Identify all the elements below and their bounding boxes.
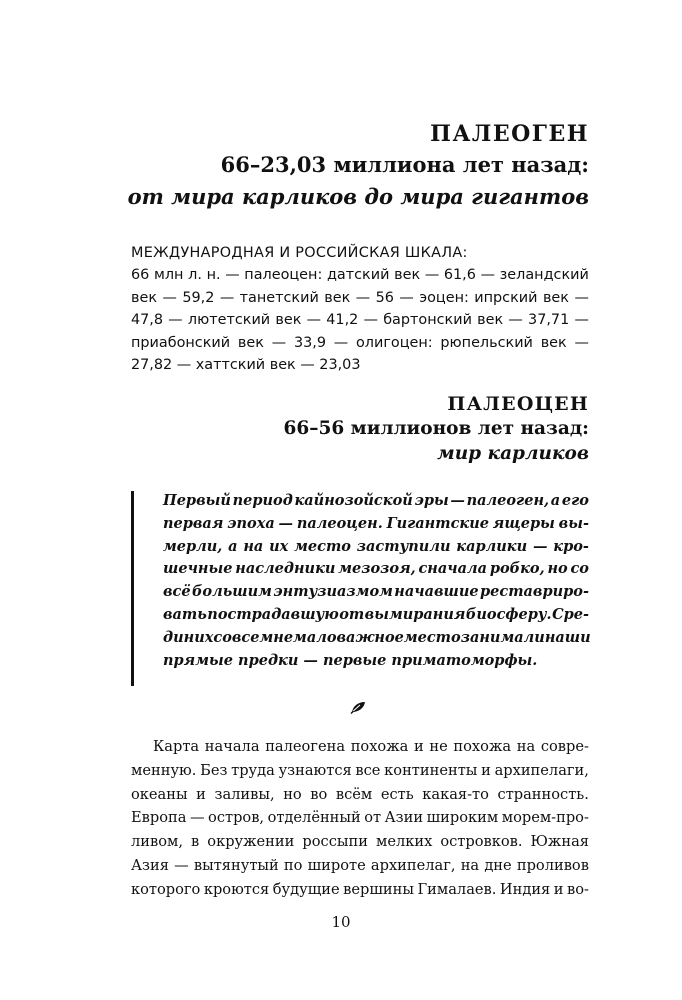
word: мелких bbox=[375, 833, 433, 851]
word: биосферу. bbox=[465, 605, 552, 623]
word: н. bbox=[206, 267, 221, 284]
word: век bbox=[394, 267, 421, 284]
word: но bbox=[547, 560, 568, 578]
word: — bbox=[306, 312, 322, 329]
word: на bbox=[516, 738, 536, 755]
word: а bbox=[550, 492, 561, 509]
word: большим bbox=[191, 583, 272, 601]
word: заливы, bbox=[214, 785, 275, 803]
word: 61,6 bbox=[443, 267, 476, 284]
word: кайнозойской bbox=[294, 492, 413, 509]
text-line bbox=[131, 287, 589, 309]
chapter-title: ПАЛЕОГЕН bbox=[430, 121, 589, 147]
word: них bbox=[183, 628, 214, 646]
word: наши bbox=[544, 628, 591, 646]
word: — bbox=[168, 312, 183, 329]
word: — bbox=[574, 289, 589, 306]
word: эпоха bbox=[227, 514, 275, 532]
text-line bbox=[163, 581, 589, 604]
word: бартонский bbox=[383, 312, 472, 329]
word: 59,2 bbox=[182, 289, 215, 306]
word: Без bbox=[200, 761, 228, 779]
word: на bbox=[460, 856, 480, 874]
word: от bbox=[339, 605, 365, 623]
text-line bbox=[163, 627, 589, 650]
word: странность. bbox=[497, 785, 589, 803]
text-line bbox=[163, 650, 589, 673]
text-line bbox=[131, 854, 589, 878]
word: приабонский bbox=[131, 334, 231, 351]
time-scale-heading: МЕЖДУНАРОДНАЯ И РОССИЙСКАЯ ШКАЛА: bbox=[131, 245, 468, 261]
word: кро- bbox=[553, 537, 589, 555]
text-line bbox=[163, 490, 589, 513]
word: похожа bbox=[453, 738, 512, 755]
word: похожа bbox=[350, 738, 409, 755]
word: л. bbox=[188, 267, 202, 284]
word: вытянутый bbox=[193, 856, 279, 874]
word: реставриро- bbox=[480, 583, 589, 601]
word: морем-про- bbox=[501, 809, 589, 827]
word: — bbox=[363, 312, 378, 329]
word: робко, bbox=[489, 560, 545, 578]
word: ящеры bbox=[492, 514, 555, 532]
word: — bbox=[355, 289, 371, 306]
text-line bbox=[131, 735, 589, 759]
time-scale bbox=[131, 242, 589, 376]
word: в bbox=[191, 833, 200, 851]
word: зеландский bbox=[499, 267, 589, 284]
word: их bbox=[269, 537, 289, 555]
word: — bbox=[480, 267, 495, 284]
word: широким bbox=[426, 809, 499, 827]
word: рюпельский bbox=[440, 334, 533, 351]
word: мезозоя, bbox=[338, 560, 416, 578]
word: Индия bbox=[499, 880, 551, 898]
word: 37,71 bbox=[528, 312, 570, 329]
word: от bbox=[364, 809, 382, 827]
word: прямые предки — первые приматоморфы. bbox=[163, 651, 538, 669]
text-line bbox=[131, 783, 589, 807]
word: по bbox=[283, 856, 303, 874]
word: — bbox=[532, 537, 548, 555]
chapter-subtitle: 66–23,03 миллиона лет назад: bbox=[220, 152, 589, 177]
word: будущие bbox=[272, 880, 340, 898]
word: узнаются bbox=[278, 761, 352, 779]
word: со bbox=[570, 560, 589, 578]
word: — bbox=[333, 334, 349, 351]
word: наследники bbox=[235, 560, 336, 578]
word: ливом, bbox=[131, 833, 183, 851]
word: труда bbox=[231, 761, 275, 779]
word: Европа bbox=[131, 809, 187, 827]
word: век bbox=[540, 334, 567, 351]
word: век bbox=[542, 289, 569, 306]
text-line bbox=[131, 354, 589, 376]
word: Сре- bbox=[552, 605, 589, 623]
word: на bbox=[243, 537, 264, 555]
word: Азии bbox=[384, 809, 424, 827]
word: совсем bbox=[213, 628, 274, 646]
word: палеогена bbox=[265, 738, 346, 755]
word: млн bbox=[153, 267, 184, 284]
word: какая-то bbox=[422, 785, 489, 803]
word: 27,82 — хаттский век — 23,03 bbox=[131, 357, 361, 374]
word: — bbox=[508, 312, 523, 329]
section-title: ПАЛЕОЦЕН bbox=[447, 393, 589, 415]
word: немаловажное bbox=[273, 628, 404, 646]
word: — bbox=[271, 334, 287, 351]
word: Южная bbox=[530, 833, 589, 851]
word: широте bbox=[307, 856, 366, 874]
word: кроются bbox=[203, 880, 270, 898]
text-line bbox=[163, 604, 589, 627]
word: менную. bbox=[131, 761, 197, 779]
word: — bbox=[574, 334, 589, 351]
word: энтузиазмом bbox=[273, 583, 393, 601]
body-text bbox=[131, 735, 589, 902]
word: которого bbox=[131, 880, 201, 898]
word: проливов bbox=[516, 856, 589, 874]
word: и bbox=[553, 880, 564, 898]
word: — bbox=[574, 312, 589, 329]
word: карлики bbox=[456, 537, 528, 555]
word: палеоцен: bbox=[244, 267, 323, 284]
word: совре- bbox=[540, 738, 589, 755]
word: всё bbox=[163, 583, 191, 601]
word: век bbox=[275, 312, 302, 329]
epigraph bbox=[163, 490, 589, 672]
word: во bbox=[310, 785, 328, 803]
word: 41,2 bbox=[326, 312, 359, 329]
word: — bbox=[225, 267, 240, 284]
leaf-icon bbox=[350, 700, 366, 714]
word: вать bbox=[163, 605, 207, 623]
text-line bbox=[131, 309, 589, 331]
word: отделённый bbox=[267, 809, 361, 827]
word: датский bbox=[326, 267, 390, 284]
word: — bbox=[278, 514, 294, 532]
word: век bbox=[131, 289, 158, 306]
word: — bbox=[219, 289, 235, 306]
word: заступили bbox=[356, 537, 451, 555]
chapter-tagline: от мира карликов до мира гигантов bbox=[127, 184, 589, 209]
word: — bbox=[189, 809, 205, 827]
word: лютетский bbox=[187, 312, 271, 329]
text-line bbox=[131, 332, 589, 354]
word: шечные bbox=[163, 560, 233, 578]
word: период bbox=[232, 492, 293, 509]
section-subtitle: 66–56 миллионов лет назад: bbox=[283, 418, 589, 439]
text-line bbox=[131, 264, 589, 286]
time-scale-text bbox=[131, 264, 589, 376]
text-line bbox=[163, 558, 589, 581]
word: первая bbox=[163, 514, 224, 532]
word: россыпи bbox=[302, 833, 368, 851]
word: палеоцен. bbox=[296, 514, 383, 532]
word: пострадавшую bbox=[207, 605, 339, 623]
word: и bbox=[196, 785, 206, 803]
word: 66 bbox=[131, 267, 150, 284]
text-line bbox=[131, 806, 589, 830]
word: его bbox=[561, 492, 589, 509]
word: океаны bbox=[131, 785, 188, 803]
word: сначала bbox=[418, 560, 488, 578]
word: ипрский bbox=[474, 289, 538, 306]
text-line bbox=[131, 759, 589, 783]
word: век bbox=[237, 334, 264, 351]
word: танетский bbox=[239, 289, 319, 306]
word: место bbox=[403, 628, 461, 646]
text-line bbox=[131, 878, 589, 902]
word: Гигантские bbox=[386, 514, 489, 532]
word: и bbox=[481, 761, 491, 779]
word: Гималаев. bbox=[417, 880, 497, 898]
word: а bbox=[228, 537, 238, 555]
word: не bbox=[429, 738, 448, 755]
word: Карта bbox=[153, 738, 200, 755]
word: — bbox=[450, 492, 465, 509]
word: 56 bbox=[375, 289, 394, 306]
word: вымирания bbox=[364, 605, 466, 623]
text-line bbox=[163, 513, 589, 536]
word: но bbox=[283, 785, 302, 803]
word: занимали bbox=[460, 628, 545, 646]
epigraph-rule bbox=[131, 491, 134, 686]
word: 33,9 bbox=[293, 334, 326, 351]
word: дне bbox=[484, 856, 512, 874]
word: архипелаг, bbox=[370, 856, 456, 874]
word: и bbox=[414, 738, 424, 755]
word: — bbox=[162, 289, 177, 306]
word: палеоген, bbox=[466, 492, 550, 509]
word: архипелаги, bbox=[494, 761, 589, 779]
word: эры bbox=[414, 492, 449, 509]
word: есть bbox=[380, 785, 414, 803]
word: начавшие bbox=[394, 583, 479, 601]
word: континенты bbox=[384, 761, 478, 779]
section-tagline: мир карликов bbox=[437, 443, 589, 464]
word: век bbox=[324, 289, 351, 306]
word: начала bbox=[204, 738, 260, 755]
page-number: 10 bbox=[331, 913, 351, 931]
word: ди bbox=[163, 628, 184, 646]
word: место bbox=[294, 537, 351, 555]
word: остров, bbox=[208, 809, 265, 827]
word: олигоцен: bbox=[355, 334, 433, 351]
text-line bbox=[131, 830, 589, 854]
word: Азия bbox=[131, 856, 169, 874]
word: — bbox=[174, 856, 189, 874]
word: вы- bbox=[558, 514, 589, 532]
word: вершины bbox=[343, 880, 414, 898]
word: Первый bbox=[163, 492, 231, 509]
word: 47,8 bbox=[131, 312, 164, 329]
word: островков. bbox=[440, 833, 523, 851]
word: окружении bbox=[207, 833, 295, 851]
word: эоцен: bbox=[419, 289, 469, 306]
word: — bbox=[424, 267, 440, 284]
word: век bbox=[477, 312, 504, 329]
word: все bbox=[355, 761, 381, 779]
word: — bbox=[399, 289, 414, 306]
word: мерли, bbox=[163, 537, 223, 555]
word: во- bbox=[567, 880, 589, 898]
text-line bbox=[163, 536, 589, 559]
word: всём bbox=[335, 785, 373, 803]
